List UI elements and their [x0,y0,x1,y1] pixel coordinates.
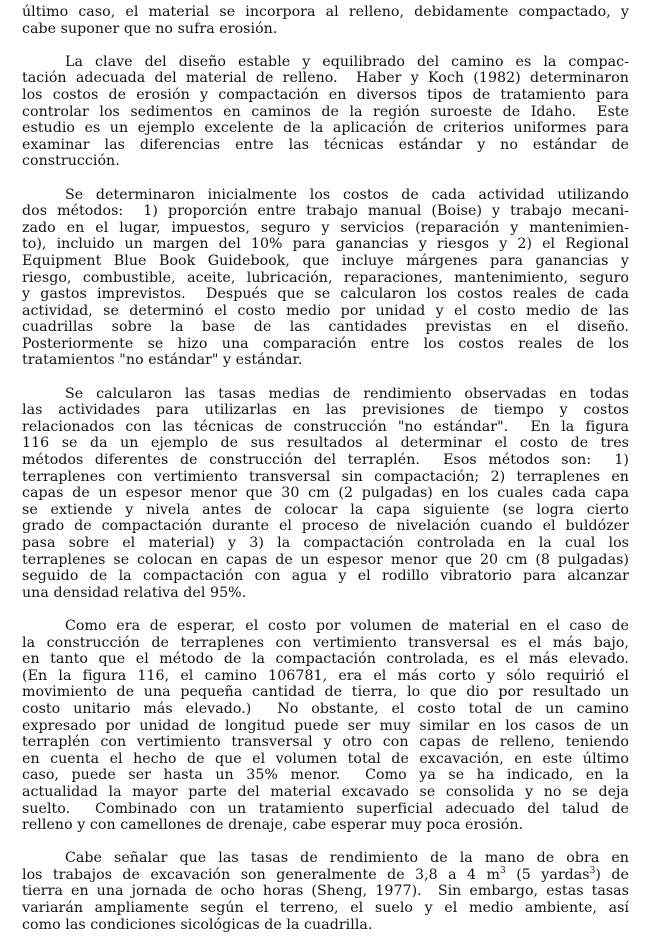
text-line: último caso, el material se incorpora al relleno, debidamente compactado, y [22,4,629,20]
text-line: controlar los sedimentos en caminos de la región suroeste de Idaho. Este [22,103,629,120]
text-line: relacionados con las técnicas de construcción "no estándar". En la figura [22,418,629,435]
text-line: terraplén con vertimiento transversal y otro con capas de relleno, teniendo [22,734,629,751]
paragraph-1 [22,4,629,37]
text-line: como las condiciones sicológicas de la cuadrilla. [22,916,373,933]
text-line: to), incluido un margen del 10% para ganancias y riesgos y 2) el Regional [22,236,629,253]
superscript: 3 [500,865,506,876]
text-line: capas de un espesor menor que 30 cm (2 pulgadas) en los cuales cada capa [22,485,629,502]
text-line: una densidad relativa del 95%. [22,584,247,601]
text-line: suelto. Combinado con un tratamiento superficial adecuado del talud de [22,800,629,817]
text-line: terraplenes con vertimiento transversal sin compactación; 2) terraplenes en [22,468,629,485]
text-line: (En la figura 116, el camino 106781, era el más corto y sólo requirió el [22,667,629,684]
text-line: la construcción de terraplenes con vertimiento transversal es el más bajo, [22,634,629,651]
paragraph-2 [22,54,629,170]
text-line: tierra en una jornada de ocho horas (Sheng, 1977). Sin embargo, estas tasas [22,883,629,900]
document-page [22,4,629,950]
text-line: Equipment Blue Book Guidebook, que incluye márgenes para ganancias y [22,252,629,269]
text-line: La clave del diseño estable y equilibrado del camino es la compac- [65,53,629,70]
text-line: construcción. [22,153,120,170]
paragraph-4 [22,386,629,602]
text-line: zado en el lugar, impuestos, seguro y servicios (reparación y mantenimien- [22,219,629,236]
text-line: cabe suponer que no sufra erosión. [22,20,278,37]
text-line: terraplenes se colocan en capas de un espesor menor que 20 cm (8 pulgadas) [22,551,629,568]
text-line: caso, puede ser hasta un 35% menor. Como ya se ha indicado, en la [22,767,629,784]
text-segment: (5 yardas [505,866,590,883]
text-line: los costos de erosión y compactación en diversos tipos de tratamiento para [22,86,629,103]
text-line: cuadrillas sobre la base de las cantidades previstas en el diseño. [22,319,629,336]
text-line: pasa sobre el material) y 3) la compactación controlada en la cual los [22,535,629,551]
text-line: estudio es un ejemplo excelente de la aplicación de criterios uniformes para [22,120,629,137]
text-line: variarán ampliamente según el terreno, el suelo y el medio ambiente, así [22,900,629,917]
text-line: tratamientos "no estándar" y estándar. [22,352,303,369]
text-line: Posteriormente se hizo una comparación entre los costos reales de los [22,335,629,352]
text-line: seguido de la compactación con agua y el rodillo vibratorio para alcanzar [22,568,629,585]
text-line: tación adecuada del material de relleno. Haber y Koch (1982) determinaron [22,70,629,87]
text-line: 116 se da un ejemplo de sus resultados al determinar el costo de tres [22,435,629,452]
text-line: riesgo, combustible, aceite, lubricación, reparaciones, mantenimiento, seguro [22,269,629,286]
text-line: expresado por unidad de longitud puede ser muy similar en los casos de un [22,717,629,734]
text-line: las actividades para utilizarlas en las previsiones de tiempo y costos [22,402,629,419]
text-segment: los trabajos de excavación son generalmente de 3,8 a 4 m [22,866,501,883]
text-line: en tanto que el método de la compactación controlada, es el más elevado. [22,651,629,668]
text-line: Cabe señalar que las tasas de rendimiento de la mano de obra en [65,850,629,867]
text-line: en cuenta el hecho de que el volumen total de excavación, en este último [22,750,629,767]
text-segment: ) de [595,866,629,883]
paragraph-3 [22,187,629,370]
text-line [22,867,629,884]
text-line: métodos diferentes de construcción del terraplén. Esos métodos son: 1) [22,452,629,469]
text-line: se extiende y nivela antes de colocar la capa siguiente (se logra cierto [22,501,629,518]
paragraph-6 [22,850,629,933]
text-line: grado de compactación durante el proceso de nivelación cuando el buldózer [22,518,629,535]
text-line: movimiento de una pequeña cantidad de tierra, lo que dio por resultado un [22,684,629,701]
text-line: dos métodos: 1) proporción entre trabajo manual (Boise) y trabajo mecani- [22,203,629,220]
text-line: Se determinaron inicialmente los costos de cada actividad utilizando [65,186,629,203]
text-line: costo unitario más elevado.) No obstante, el costo total de un camino [22,700,629,717]
text-line: Se calcularon las tasas medias de rendimiento observadas en todas [65,385,629,402]
text-line: actividad, se determinó el costo medio por unidad y el costo medio de las [22,302,629,319]
superscript: 3 [589,865,596,876]
text-line: actualidad la mayor parte del material excavado se consolida y no se deja [22,783,629,800]
text-line: examinar las diferencias entre las técnicas estándar y no estándar de [22,136,629,153]
text-line: relleno y con camellones de drenaje, cabe esperar muy poca erosión. [22,817,524,834]
text-line: Como era de esperar, el costo por volumen de material en el caso de [65,617,629,634]
paragraph-5 [22,618,629,834]
text-line: y gastos imprevistos. Después que se calcularon los costos reales de cada [22,286,629,303]
